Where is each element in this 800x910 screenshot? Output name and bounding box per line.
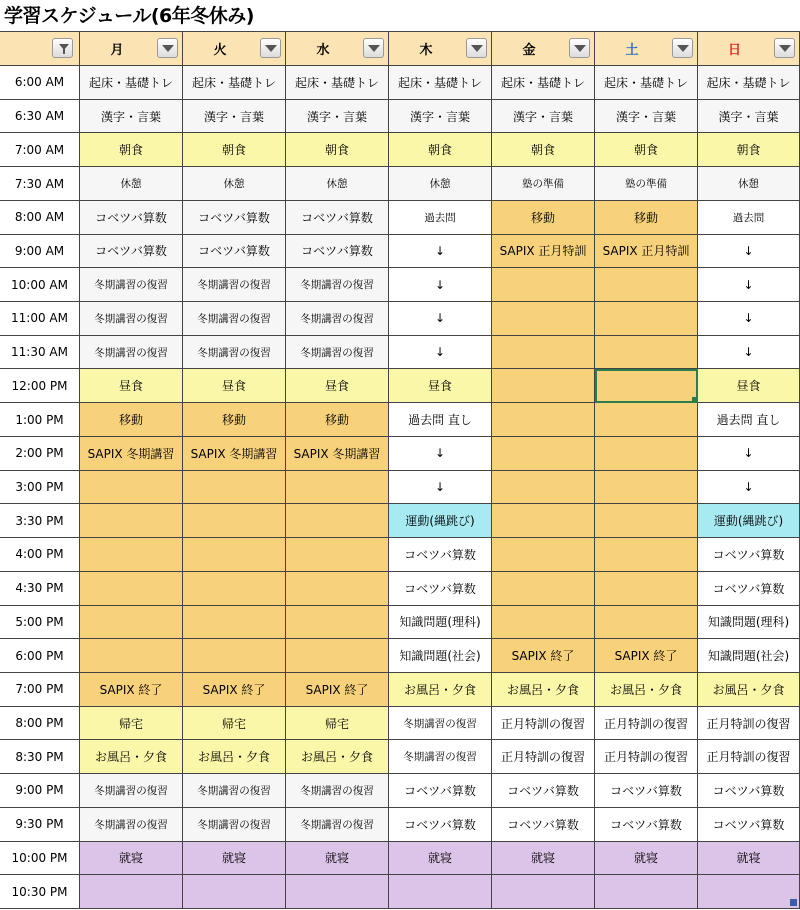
time-cell[interactable]: 6:30 AM bbox=[0, 100, 80, 134]
schedule-cell[interactable]: 起床・基礎トレ bbox=[698, 66, 800, 100]
schedule-cell[interactable]: お風呂・夕食 bbox=[183, 740, 286, 774]
schedule-cell[interactable]: お風呂・夕食 bbox=[80, 740, 183, 774]
schedule-cell[interactable]: 就寝 bbox=[389, 842, 492, 876]
schedule-cell[interactable]: 移動 bbox=[492, 201, 595, 235]
schedule-cell[interactable]: ↓ bbox=[389, 336, 492, 370]
schedule-cell[interactable]: 過去問 bbox=[389, 201, 492, 235]
schedule-cell[interactable]: 漢字・言葉 bbox=[492, 100, 595, 134]
schedule-cell[interactable]: ↓ bbox=[389, 235, 492, 269]
schedule-cell[interactable] bbox=[595, 403, 698, 437]
column-dropdown-button[interactable] bbox=[363, 38, 384, 58]
schedule-cell[interactable]: 冬期講習の復習 bbox=[286, 774, 389, 808]
schedule-cell[interactable] bbox=[595, 336, 698, 370]
schedule-cell[interactable] bbox=[492, 875, 595, 909]
time-cell[interactable]: 12:00 PM bbox=[0, 369, 80, 403]
chevron-down-icon bbox=[779, 45, 791, 52]
schedule-cell[interactable]: 漢字・言葉 bbox=[286, 100, 389, 134]
time-cell[interactable]: 7:30 AM bbox=[0, 167, 80, 201]
schedule-cell[interactable]: 就寝 bbox=[492, 842, 595, 876]
schedule-cell[interactable] bbox=[595, 504, 698, 538]
schedule-cell[interactable] bbox=[595, 538, 698, 572]
schedule-cell[interactable]: コベツバ算数 bbox=[698, 538, 800, 572]
day-header-5 bbox=[595, 32, 698, 66]
schedule-cell[interactable] bbox=[492, 572, 595, 606]
schedule-cell[interactable]: SAPIX 終了 bbox=[595, 639, 698, 673]
schedule-cell[interactable]: 移動 bbox=[286, 403, 389, 437]
schedule-cell[interactable]: 漢字・言葉 bbox=[389, 100, 492, 134]
schedule-cell[interactable] bbox=[286, 471, 389, 505]
day-header-4 bbox=[492, 32, 595, 66]
schedule-cell[interactable] bbox=[80, 471, 183, 505]
time-cell[interactable]: 9:00 AM bbox=[0, 235, 80, 269]
schedule-cell[interactable]: コベツバ算数 bbox=[80, 201, 183, 235]
schedule-cell[interactable]: 知識問題(理科) bbox=[389, 606, 492, 640]
schedule-cell[interactable] bbox=[595, 471, 698, 505]
schedule-cell[interactable] bbox=[183, 606, 286, 640]
schedule-cell[interactable]: SAPIX 正月特訓 bbox=[492, 235, 595, 269]
schedule-cell[interactable]: 朝食 bbox=[286, 133, 389, 167]
schedule-cell[interactable]: コベツバ算数 bbox=[698, 808, 800, 842]
schedule-cell[interactable] bbox=[595, 437, 698, 471]
schedule-cell[interactable]: 就寝 bbox=[183, 842, 286, 876]
schedule-cell[interactable]: SAPIX 終了 bbox=[80, 673, 183, 707]
schedule-cell[interactable] bbox=[286, 606, 389, 640]
schedule-cell[interactable]: コベツバ算数 bbox=[80, 235, 183, 269]
schedule-cell[interactable]: 休憩 bbox=[286, 167, 389, 201]
schedule-cell[interactable]: 起床・基礎トレ bbox=[286, 66, 389, 100]
day-header-label: 木 bbox=[419, 43, 433, 58]
schedule-cell[interactable]: 塾の準備 bbox=[492, 167, 595, 201]
schedule-cell[interactable]: 就寝 bbox=[286, 842, 389, 876]
schedule-cell[interactable]: 朝食 bbox=[595, 133, 698, 167]
time-cell[interactable]: 7:00 PM bbox=[0, 673, 80, 707]
schedule-cell[interactable]: 帰宅 bbox=[183, 707, 286, 741]
time-cell[interactable]: 5:00 PM bbox=[0, 606, 80, 640]
sheet-title: 学習スケジュール(6年冬休み) bbox=[4, 5, 254, 27]
schedule-cell[interactable]: 過去問 直し bbox=[698, 403, 800, 437]
schedule-cell[interactable] bbox=[492, 538, 595, 572]
time-cell[interactable]: 8:00 AM bbox=[0, 201, 80, 235]
schedule-cell[interactable]: 朝食 bbox=[389, 133, 492, 167]
schedule-cell[interactable]: 就寝 bbox=[80, 842, 183, 876]
schedule-cell[interactable]: お風呂・夕食 bbox=[492, 673, 595, 707]
schedule-cell[interactable]: ↓ bbox=[389, 437, 492, 471]
day-header-label: 金 bbox=[522, 43, 536, 58]
schedule-cell[interactable]: 運動(縄跳び) bbox=[698, 504, 800, 538]
schedule-cell[interactable] bbox=[80, 504, 183, 538]
schedule-cell[interactable] bbox=[595, 875, 698, 909]
schedule-cell[interactable]: コベツバ算数 bbox=[389, 572, 492, 606]
day-header-label: 日 bbox=[727, 43, 741, 58]
selection-fill-handle[interactable] bbox=[692, 397, 698, 403]
schedule-cell[interactable] bbox=[492, 504, 595, 538]
day-header-2 bbox=[286, 32, 389, 66]
schedule-cell[interactable] bbox=[492, 471, 595, 505]
time-cell[interactable]: 1:00 PM bbox=[0, 403, 80, 437]
schedule-cell[interactable] bbox=[492, 302, 595, 336]
schedule-cell[interactable]: コベツバ算数 bbox=[389, 538, 492, 572]
schedule-cell[interactable]: コベツバ算数 bbox=[183, 201, 286, 235]
schedule-cell[interactable]: コベツバ算数 bbox=[492, 774, 595, 808]
schedule-cell[interactable]: 昼食 bbox=[183, 369, 286, 403]
schedule-cell[interactable]: 冬期講習の復習 bbox=[80, 336, 183, 370]
schedule-cell[interactable]: 冬期講習の復習 bbox=[286, 268, 389, 302]
schedule-cell[interactable] bbox=[183, 471, 286, 505]
schedule-cell[interactable]: コベツバ算数 bbox=[698, 572, 800, 606]
column-dropdown-button[interactable] bbox=[672, 38, 693, 58]
schedule-cell[interactable]: 昼食 bbox=[80, 369, 183, 403]
day-header-label: 火 bbox=[213, 43, 227, 58]
schedule-cell[interactable]: 知識問題(社会) bbox=[698, 639, 800, 673]
day-header-0 bbox=[80, 32, 183, 66]
schedule-cell[interactable]: 移動 bbox=[183, 403, 286, 437]
schedule-cell[interactable]: 冬期講習の復習 bbox=[286, 336, 389, 370]
time-cell[interactable]: 10:00 PM bbox=[0, 842, 80, 876]
schedule-cell[interactable] bbox=[286, 572, 389, 606]
schedule-cell[interactable] bbox=[595, 268, 698, 302]
schedule-cell[interactable]: 冬期講習の復習 bbox=[80, 302, 183, 336]
schedule-cell[interactable]: 休憩 bbox=[698, 167, 800, 201]
schedule-cell[interactable]: 朝食 bbox=[698, 133, 800, 167]
schedule-cell[interactable]: 過去問 bbox=[698, 201, 800, 235]
schedule-cell[interactable]: 漢字・言葉 bbox=[183, 100, 286, 134]
time-cell[interactable]: 10:00 AM bbox=[0, 268, 80, 302]
schedule-cell[interactable]: 冬期講習の復習 bbox=[183, 268, 286, 302]
time-cell[interactable]: 3:00 PM bbox=[0, 471, 80, 505]
schedule-cell[interactable]: コベツバ算数 bbox=[698, 774, 800, 808]
schedule-cell[interactable]: SAPIX 終了 bbox=[286, 673, 389, 707]
schedule-cell[interactable]: 正月特訓の復習 bbox=[492, 740, 595, 774]
schedule-cell[interactable]: 知識問題(理科) bbox=[698, 606, 800, 640]
schedule-cell[interactable]: コベツバ算数 bbox=[492, 808, 595, 842]
schedule-cell[interactable]: 休憩 bbox=[389, 167, 492, 201]
schedule-cell[interactable]: 冬期講習の復習 bbox=[389, 740, 492, 774]
day-header-1 bbox=[183, 32, 286, 66]
schedule-cell[interactable]: お風呂・夕食 bbox=[286, 740, 389, 774]
schedule-cell[interactable] bbox=[80, 606, 183, 640]
schedule-cell[interactable]: 冬期講習の復習 bbox=[183, 808, 286, 842]
filter-icon[interactable] bbox=[52, 38, 73, 58]
schedule-cell[interactable] bbox=[492, 437, 595, 471]
time-cell[interactable]: 4:00 PM bbox=[0, 538, 80, 572]
schedule-cell[interactable]: 帰宅 bbox=[286, 707, 389, 741]
schedule-cell[interactable]: コベツバ算数 bbox=[595, 774, 698, 808]
column-dropdown-button[interactable] bbox=[569, 38, 590, 58]
schedule-cell[interactable]: 朝食 bbox=[183, 133, 286, 167]
column-dropdown-button[interactable] bbox=[157, 38, 178, 58]
day-header-6 bbox=[698, 32, 800, 66]
schedule-cell[interactable] bbox=[492, 336, 595, 370]
time-cell[interactable]: 4:30 PM bbox=[0, 572, 80, 606]
schedule-cell[interactable]: 冬期講習の復習 bbox=[183, 302, 286, 336]
time-cell[interactable]: 9:00 PM bbox=[0, 774, 80, 808]
schedule-cell[interactable] bbox=[595, 302, 698, 336]
time-cell[interactable]: 6:00 AM bbox=[0, 66, 80, 100]
time-cell[interactable]: 11:30 AM bbox=[0, 336, 80, 370]
schedule-table bbox=[0, 31, 800, 909]
chevron-down-icon bbox=[574, 45, 586, 52]
schedule-cell[interactable]: 起床・基礎トレ bbox=[595, 66, 698, 100]
schedule-cell[interactable]: お風呂・夕食 bbox=[595, 673, 698, 707]
schedule-cell[interactable]: SAPIX 冬期講習 bbox=[183, 437, 286, 471]
schedule-cell[interactable]: 運動(縄跳び) bbox=[389, 504, 492, 538]
schedule-cell[interactable] bbox=[183, 538, 286, 572]
schedule-cell[interactable]: SAPIX 正月特訓 bbox=[595, 235, 698, 269]
day-header-label: 月 bbox=[110, 43, 124, 58]
time-cell[interactable]: 11:00 AM bbox=[0, 302, 80, 336]
schedule-cell[interactable]: 昼食 bbox=[698, 369, 800, 403]
schedule-cell[interactable]: コベツバ算数 bbox=[595, 808, 698, 842]
schedule-cell[interactable] bbox=[286, 504, 389, 538]
column-dropdown-button[interactable] bbox=[466, 38, 487, 58]
schedule-cell[interactable]: 起床・基礎トレ bbox=[492, 66, 595, 100]
schedule-cell[interactable] bbox=[595, 606, 698, 640]
chevron-down-icon bbox=[368, 45, 380, 52]
schedule-cell[interactable]: SAPIX 終了 bbox=[183, 673, 286, 707]
time-cell[interactable]: 3:30 PM bbox=[0, 504, 80, 538]
schedule-cell[interactable]: SAPIX 終了 bbox=[492, 639, 595, 673]
schedule-cell[interactable]: コベツバ算数 bbox=[389, 808, 492, 842]
schedule-cell[interactable]: 起床・基礎トレ bbox=[183, 66, 286, 100]
schedule-cell[interactable] bbox=[286, 639, 389, 673]
schedule-cell[interactable] bbox=[492, 268, 595, 302]
schedule-cell[interactable]: 帰宅 bbox=[80, 707, 183, 741]
schedule-cell[interactable]: 移動 bbox=[80, 403, 183, 437]
schedule-cell[interactable]: 漢字・言葉 bbox=[698, 100, 800, 134]
time-cell[interactable]: 6:00 PM bbox=[0, 639, 80, 673]
column-dropdown-button[interactable] bbox=[260, 38, 281, 58]
schedule-cell[interactable]: 冬期講習の復習 bbox=[286, 808, 389, 842]
day-header-label: 水 bbox=[316, 43, 330, 58]
schedule-cell[interactable]: SAPIX 冬期講習 bbox=[286, 437, 389, 471]
schedule-cell[interactable] bbox=[492, 403, 595, 437]
schedule-cell[interactable]: 昼食 bbox=[389, 369, 492, 403]
schedule-cell[interactable]: 正月特訓の復習 bbox=[595, 740, 698, 774]
schedule-cell[interactable]: ↓ bbox=[389, 268, 492, 302]
column-dropdown-button[interactable] bbox=[774, 38, 795, 58]
table-resize-handle[interactable] bbox=[790, 899, 797, 906]
schedule-cell[interactable]: 漢字・言葉 bbox=[80, 100, 183, 134]
schedule-cell[interactable] bbox=[80, 538, 183, 572]
schedule-cell[interactable]: 休憩 bbox=[80, 167, 183, 201]
schedule-cell[interactable]: コベツバ算数 bbox=[183, 235, 286, 269]
time-cell[interactable]: 7:00 AM bbox=[0, 133, 80, 167]
schedule-cell[interactable]: 冬期講習の復習 bbox=[286, 302, 389, 336]
schedule-cell[interactable] bbox=[698, 875, 800, 909]
schedule-cell[interactable]: 就寝 bbox=[698, 842, 800, 876]
schedule-cell[interactable]: コベツバ算数 bbox=[286, 235, 389, 269]
schedule-cell[interactable]: ↓ bbox=[698, 336, 800, 370]
time-cell[interactable]: 10:30 PM bbox=[0, 875, 80, 909]
schedule-cell[interactable] bbox=[183, 504, 286, 538]
schedule-cell[interactable]: ↓ bbox=[698, 437, 800, 471]
schedule-cell[interactable]: 過去問 直し bbox=[389, 403, 492, 437]
schedule-cell[interactable] bbox=[286, 875, 389, 909]
day-header-label: 土 bbox=[625, 43, 639, 58]
time-cell[interactable]: 2:00 PM bbox=[0, 437, 80, 471]
schedule-cell[interactable]: 正月特訓の復習 bbox=[698, 740, 800, 774]
schedule-cell[interactable]: 昼食 bbox=[286, 369, 389, 403]
header-corner bbox=[0, 32, 80, 66]
schedule-cell[interactable] bbox=[80, 875, 183, 909]
schedule-cell[interactable]: 冬期講習の復習 bbox=[389, 707, 492, 741]
schedule-cell[interactable]: ↓ bbox=[389, 302, 492, 336]
schedule-cell[interactable] bbox=[183, 639, 286, 673]
schedule-cell[interactable]: 冬期講習の復習 bbox=[80, 808, 183, 842]
time-cell[interactable]: 8:30 PM bbox=[0, 740, 80, 774]
schedule-cell[interactable] bbox=[389, 875, 492, 909]
schedule-cell[interactable] bbox=[80, 572, 183, 606]
schedule-cell[interactable]: 正月特訓の復習 bbox=[698, 707, 800, 741]
schedule-cell[interactable]: 朝食 bbox=[80, 133, 183, 167]
day-header-3 bbox=[389, 32, 492, 66]
schedule-cell[interactable] bbox=[492, 606, 595, 640]
schedule-cell[interactable]: 冬期講習の復習 bbox=[80, 268, 183, 302]
chevron-down-icon bbox=[265, 45, 277, 52]
schedule-cell[interactable]: お風呂・夕食 bbox=[698, 673, 800, 707]
schedule-cell[interactable]: 冬期講習の復習 bbox=[183, 774, 286, 808]
schedule-cell[interactable]: 正月特訓の復習 bbox=[492, 707, 595, 741]
schedule-cell[interactable]: ↓ bbox=[698, 471, 800, 505]
schedule-cell[interactable]: コベツバ算数 bbox=[389, 774, 492, 808]
schedule-cell[interactable]: ↓ bbox=[698, 302, 800, 336]
schedule-cell[interactable]: 起床・基礎トレ bbox=[389, 66, 492, 100]
schedule-cell[interactable]: 塾の準備 bbox=[595, 167, 698, 201]
schedule-cell[interactable]: 休憩 bbox=[183, 167, 286, 201]
time-cell[interactable]: 9:30 PM bbox=[0, 808, 80, 842]
schedule-cell[interactable]: 就寝 bbox=[595, 842, 698, 876]
schedule-cell[interactable]: コベツバ算数 bbox=[286, 201, 389, 235]
schedule-cell[interactable]: 冬期講習の復習 bbox=[80, 774, 183, 808]
schedule-cell[interactable]: ↓ bbox=[698, 268, 800, 302]
schedule-cell[interactable]: 知識問題(社会) bbox=[389, 639, 492, 673]
schedule-cell[interactable]: 起床・基礎トレ bbox=[80, 66, 183, 100]
time-cell[interactable]: 8:00 PM bbox=[0, 707, 80, 741]
schedule-cell[interactable] bbox=[80, 639, 183, 673]
chevron-down-icon bbox=[162, 45, 174, 52]
chevron-down-icon bbox=[471, 45, 483, 52]
chevron-down-icon bbox=[677, 45, 689, 52]
schedule-cell[interactable]: 正月特訓の復習 bbox=[595, 707, 698, 741]
schedule-cell[interactable]: ↓ bbox=[389, 471, 492, 505]
schedule-cell[interactable] bbox=[492, 369, 595, 403]
schedule-cell[interactable] bbox=[183, 875, 286, 909]
schedule-cell[interactable]: 朝食 bbox=[492, 133, 595, 167]
schedule-cell[interactable] bbox=[595, 369, 698, 403]
schedule-cell[interactable] bbox=[286, 538, 389, 572]
schedule-cell[interactable] bbox=[183, 572, 286, 606]
schedule-cell[interactable]: ↓ bbox=[698, 235, 800, 269]
schedule-cell[interactable] bbox=[595, 572, 698, 606]
schedule-cell[interactable]: 移動 bbox=[595, 201, 698, 235]
schedule-cell[interactable]: SAPIX 冬期講習 bbox=[80, 437, 183, 471]
schedule-cell[interactable]: 冬期講習の復習 bbox=[183, 336, 286, 370]
schedule-cell[interactable]: 漢字・言葉 bbox=[595, 100, 698, 134]
schedule-cell[interactable]: お風呂・夕食 bbox=[389, 673, 492, 707]
